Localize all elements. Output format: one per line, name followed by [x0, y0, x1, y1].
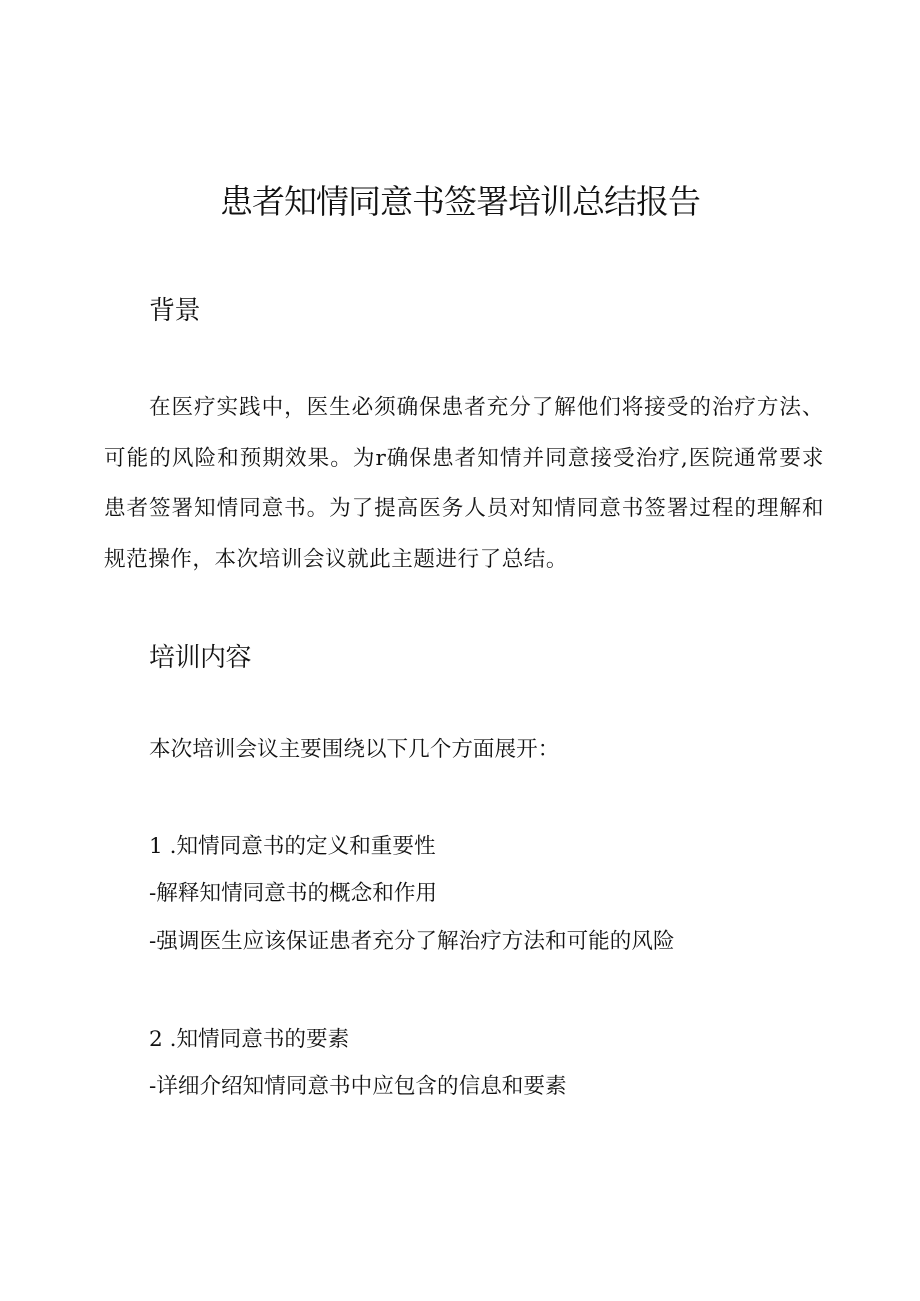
list-item-title: 2 .知情同意书的要素 [149, 1027, 350, 1052]
section-heading-background: 背景 [149, 296, 201, 326]
list-item-point: -强调医生应该保证患者充分了解治疗方法和可能的风险 [149, 929, 675, 954]
list-item-point: -详细介绍知情同意书中应包含的信息和要素 [149, 1074, 567, 1099]
section-heading-training-content: 培训内容 [149, 643, 252, 673]
list-item-point: -解释知情同意书的概念和作用 [149, 881, 438, 906]
training-intro: 本次培训会议主要围绕以下几个方面展开： [149, 737, 560, 762]
background-paragraph: 在医疗实践中，医生必须确保患者充分了解他们将接受的治疗方法、可能的风险和预期效果。为r确保患者知情并同意接受治疗,医院通常要求患者签署知情同意书。为了提高医务人员对知情同意书签署过程的理解和规范操作，本次培训会议就此主题进行了总结。 [104, 395, 824, 572]
document-title: 患者知情同意书签署培训总结报告 [220, 182, 700, 221]
list-item-title: 1 .知情同意书的定义和重要性 [149, 834, 436, 859]
